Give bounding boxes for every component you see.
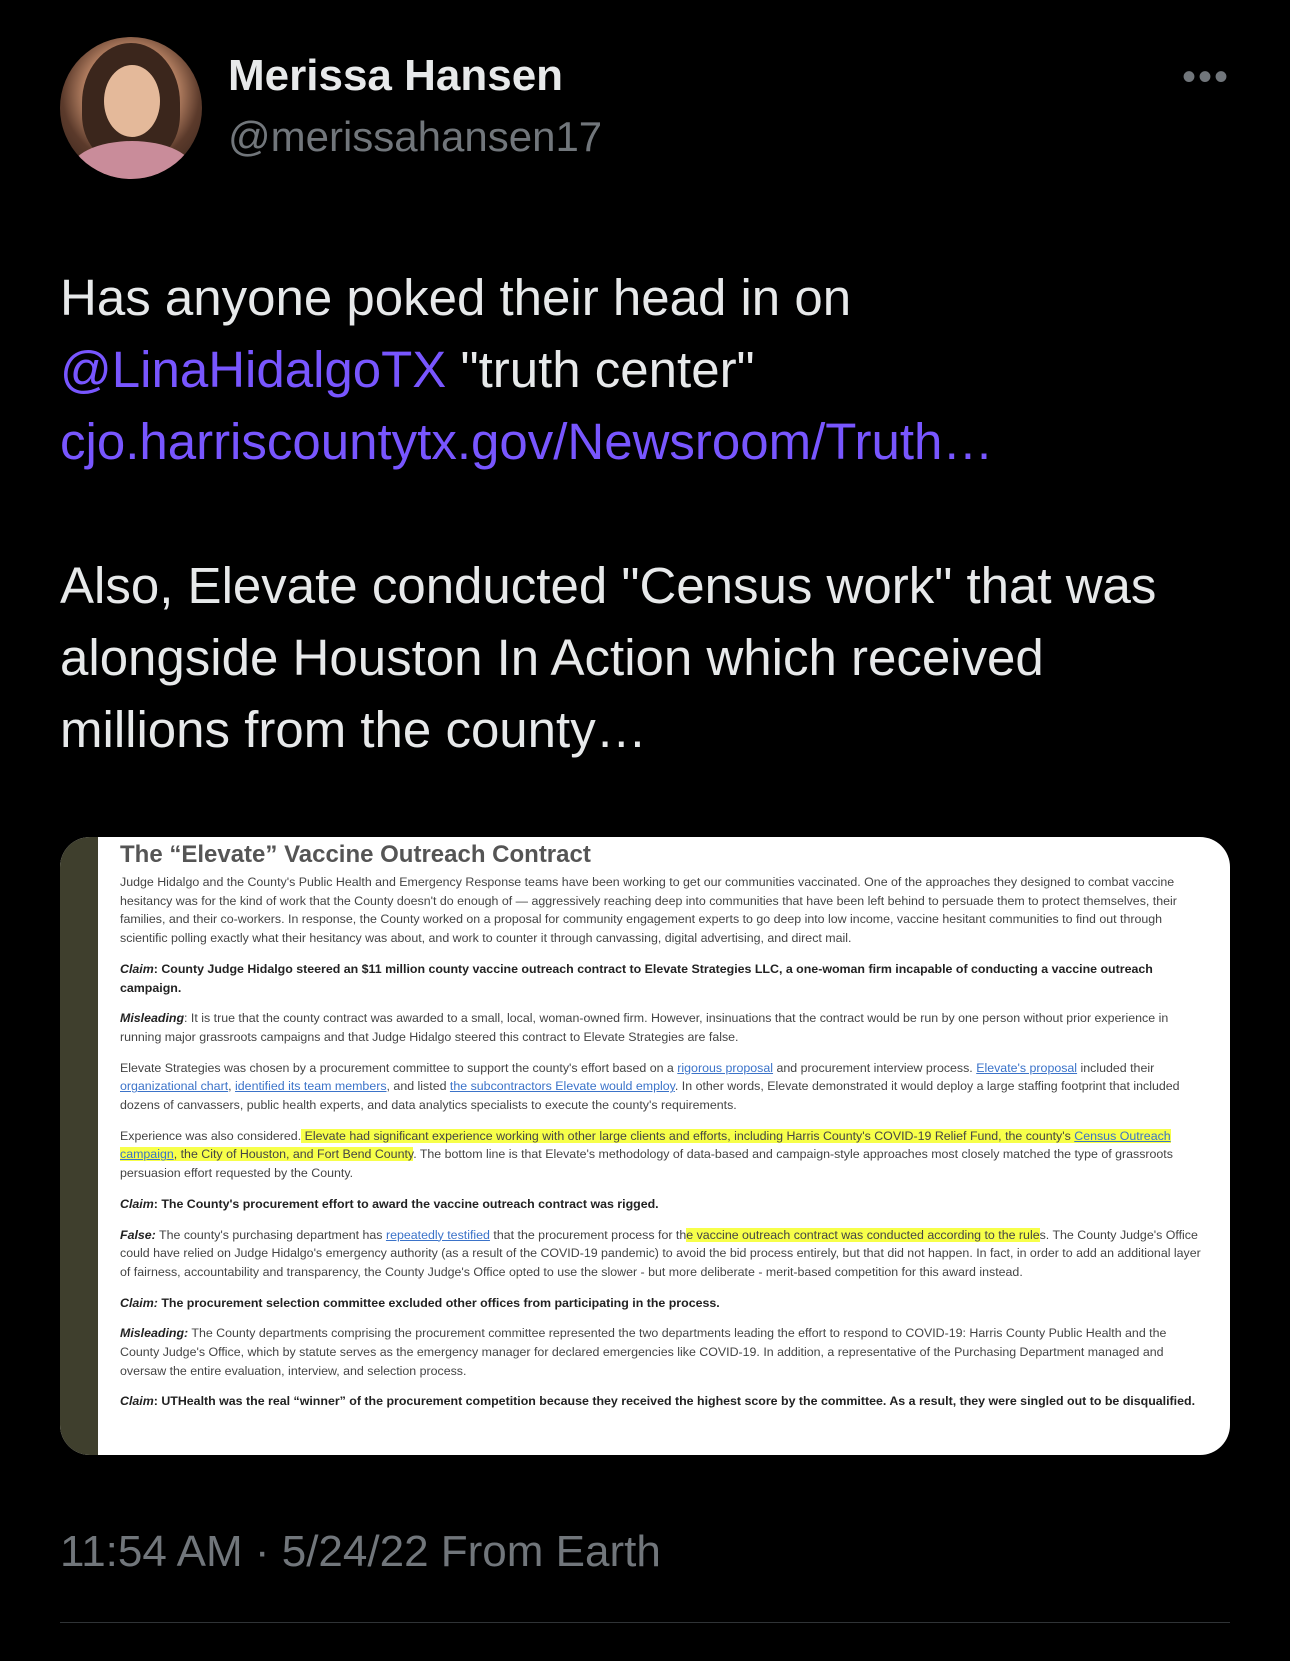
avatar-shirt — [70, 141, 194, 179]
avatar[interactable] — [60, 37, 202, 179]
tweet-line-2-rest: "truth center" — [446, 341, 755, 398]
doc-misleading-2: Misleading: The County departments comprising the procurement committee represented the two departments leading the effort to respond to COVID-19: Harris County Public Health and the County Judge's Office, which by statute serves as the emergency manager for declared emergencies like COVID-19. In addition, a representative of the Purchasing Department managed and oversaw the entire evaluation, interview, and selection process. — [120, 1326, 1167, 1378]
author-name[interactable]: Merissa Hansen — [228, 51, 564, 100]
more-horizontal-icon[interactable]: ••• — [1181, 55, 1230, 99]
doc-para-4: Experience was also considered. Elevate had significant experience working with other large clients and efforts, including Harris County's COVID-19 Relief Fund, the county's Census Outreach campaign, the City of Houston, and Fort Bend County. The bottom line is that Elevate's methodology of data-based and campaign-style approaches most closely matched the type of grassroots persuasion effort requested by the County. — [120, 1128, 1173, 1181]
tweet-line-1: Has anyone poked their head in on — [60, 269, 852, 326]
doc-claim-4: Claim: UTHealth was the real “winner” of the procurement competition because they received the highest score by the committee. As a result, they were singled out to be disqualified. — [120, 1394, 1196, 1409]
author-handle[interactable]: @merissahansen17 — [228, 113, 603, 160]
paragraph-spacer — [60, 478, 1240, 550]
doc-claim-2: Claim: The County's procurement effort to award the vaccine outreach contract was rigged. — [120, 1196, 659, 1211]
tweet-para2-line-3: millions from the county… — [60, 701, 647, 758]
doc-link-rigorous-proposal: rigorous proposal — [677, 1060, 774, 1075]
tweet-para2-line-1: Also, Elevate conducted "Census work" that was — [60, 557, 1157, 614]
tweet-header — [60, 37, 1230, 182]
attached-image[interactable] — [60, 837, 1230, 1455]
doc-claim-1: Claim: County Judge Hidalgo steered an $11 million county vaccine outreach contract to Elevate Strategies LLC, a one-woman firm incapable of conducting a vaccine outreach campaign. — [120, 961, 1153, 995]
doc-link-subcontractors: the subcontractors Elevate would employ — [449, 1079, 675, 1094]
tweet-para2-line-2: alongside Houston In Action which received — [60, 629, 1044, 686]
doc-link-elevate-proposal: Elevate's proposal — [976, 1060, 1078, 1075]
avatar-face — [104, 65, 160, 137]
doc-para-3: Elevate Strategies was chosen by a procurement committee to support the county's effort based on a rigorous proposal and procurement interview process. Elevate's proposal included their organizational chart, identified its team members, and listed the subcontractors Elevate would employ. In other words, Elevate demonstrated it would deploy a large staffing footprint that included dozens of canvassers, public health experts, and data analytics specialists to execute the county's requirements. — [120, 1060, 1180, 1113]
doc-claim-3: Claim: The procurement selection committee excluded other offices from participating in the process. — [120, 1295, 720, 1310]
doc-highlight-1: Elevate had significant experience working with other large clients and efforts, including Harris County's COVID-19 Relief Fund, the county's — [301, 1128, 1075, 1143]
tweet-line-2 — [60, 334, 1240, 406]
doc-highlight-2: , the City of Houston, and Fort Bend County — [173, 1147, 414, 1162]
doc-misleading-1: Misleading: It is true that the county contract was awarded to a small, local, woman-owned firm. However, insinuations that the contract would be run by one person without prior experience in running major grassroots campaigns and that Judge Hidalgo steered this contract to Elevate Strategies are false. — [120, 1011, 1169, 1044]
tweet-timestamp[interactable]: 11:54 AM · 5/24/22 From Earth — [60, 1527, 661, 1576]
mention-link[interactable]: @LinaHidalgoTX — [60, 341, 447, 398]
doc-highlight-3: e vaccine outreach contract was conducted according to the rule — [686, 1227, 1040, 1242]
doc-false: False: The county's purchasing department has repeatedly testified that the procurement process for the vaccine outreach contract was conducted according to the rules. The County Judge's Office could have relied on Judge Hidalgo's emergency authority (as a result of the COVID-19 pandemic) to avoid the bid process entirely, but that did not happen. In fact, in order to add an additional layer of fairness, accountability and transparency, the County Judge's Office opted to use the slower - but more deliberate - merit-based competition for this award instead. — [120, 1227, 1201, 1279]
doc-link-repeatedly-testified: repeatedly testified — [385, 1227, 490, 1242]
document-title: The “Elevate” Vaccine Outreach Contract — [120, 841, 591, 868]
doc-link-org-chart: organizational chart — [120, 1079, 229, 1094]
doc-link-team-members: identified its team members — [235, 1079, 387, 1094]
doc-link-census-outreach: Census Outreach campaign — [120, 1128, 1171, 1162]
document-screenshot — [120, 837, 1206, 1423]
doc-intro: Judge Hidalgo and the County's Public Health and Emergency Response teams have been working to get our communities vaccinated. One of the approaches they designed to combat vaccine hesitancy was for the kind of work that the County doesn't do enough of — aggressively reaching deep into communities that have been left behind to persuade them to protect themselves, their families, and their co-workers. In response, the County worked on a proposal for community engagement experts to go deep into low income, vaccine hesitant communities to find out through scientific polling exactly what their hesitancy was about, and work to counter it through canvassing, digital advertising, and direct mail. — [120, 875, 1177, 946]
image-left-bar — [60, 837, 98, 1455]
divider — [60, 1622, 1230, 1623]
tweet-text — [60, 262, 1240, 766]
url-link[interactable]: cjo.harriscountytx.gov/Newsroom/Truth… — [60, 413, 994, 470]
